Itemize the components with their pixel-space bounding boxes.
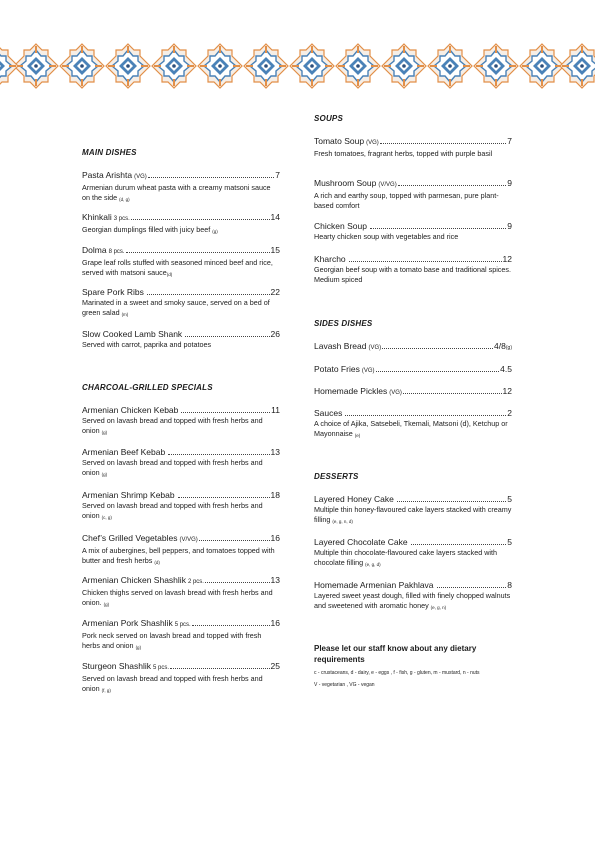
item-description (82, 631, 280, 653)
item-description (82, 416, 280, 438)
name: Armenian Chicken Kebab (82, 405, 179, 415)
item-description (314, 191, 512, 211)
item-title-line (82, 287, 280, 298)
price: 13 (270, 575, 280, 585)
item-title-line (82, 447, 280, 458)
item-title-line (82, 618, 280, 631)
price: 18 (270, 490, 280, 500)
allergens: (g) (212, 229, 218, 234)
dot-leader (382, 348, 493, 349)
menu-item (82, 329, 280, 352)
menu-item (314, 386, 512, 399)
item-title-line (314, 408, 512, 419)
dot-leader (131, 219, 270, 220)
item-title-line (314, 494, 512, 505)
menu-item (82, 212, 280, 237)
name: Spare Pork Ribs (82, 287, 144, 297)
item-description (82, 298, 280, 320)
item-description (314, 265, 512, 285)
item-title-line (82, 533, 280, 546)
tag: 2 pcs. (187, 579, 204, 585)
item-title-line (82, 661, 280, 674)
menu-item (82, 405, 280, 438)
price: 5 (507, 537, 512, 547)
desc: Served on lavash bread and topped with fresh herbs and onion (82, 458, 263, 477)
name: Armenian Shrimp Kebab (82, 490, 175, 500)
menu-item (82, 661, 280, 696)
desc: Grape leaf rolls stuffed with seasoned minced beef and rice, served with matsoni sauce (82, 258, 273, 277)
menu-item (82, 490, 280, 523)
name: Lavash Bread (314, 341, 367, 351)
dot-leader (178, 497, 270, 498)
item-description (82, 340, 280, 352)
menu-item (314, 254, 512, 285)
dot-leader (192, 625, 270, 626)
price: 4/8 (494, 341, 506, 351)
tag: 5 pcs. (153, 665, 170, 671)
tag: (V/VG) (179, 537, 198, 543)
dot-leader (181, 412, 270, 413)
price: 25 (270, 661, 280, 671)
allergens: (m) (121, 312, 129, 317)
allergens: (e, g, n) (430, 605, 447, 610)
desc: Served on lavash bread and topped with fresh herbs and onion (82, 416, 263, 435)
menu-item (82, 447, 280, 480)
allergens: (g) (101, 430, 108, 435)
item-description (82, 225, 280, 237)
price: 16 (270, 618, 280, 628)
item-title-line (82, 170, 280, 183)
dot-leader (398, 185, 507, 186)
allergens: (d, g) (119, 197, 130, 202)
psub: (g) (505, 345, 512, 351)
name: Homemade Pickles (314, 386, 388, 396)
menu-item (314, 408, 512, 441)
menu-item (314, 580, 512, 613)
desc: A mix of aubergines, bell peppers, and tomatoes topped with butter and fresh herbs (82, 546, 275, 565)
price: 9 (507, 178, 512, 188)
price: 8 (507, 580, 512, 590)
dot-leader (345, 415, 506, 416)
name: Mushroom Soup (314, 178, 377, 188)
item-description (82, 183, 280, 205)
item-title-line (314, 364, 512, 377)
tag: (VG) (389, 390, 402, 396)
item-description (82, 501, 280, 523)
name: Sturgeon Shashlik (82, 661, 151, 671)
item-title-line (82, 490, 280, 501)
allergens: (d) (166, 272, 173, 277)
name: Slow Cooked Lamb Shank (82, 329, 183, 339)
grilled-specials-title: CHARCOAL-GRILLED SPECIALS (82, 383, 213, 392)
allergens: (e, g, d) (365, 562, 381, 567)
desc: A rich and earthy soup, topped with parmesan, pure plant-based comfort (314, 191, 499, 210)
item-description (314, 149, 512, 159)
allergens: (g) (103, 602, 110, 607)
item-description (82, 458, 280, 480)
price: 12 (502, 254, 512, 264)
name: Potato Fries (314, 364, 360, 374)
desc: Served on lavash bread and topped with fresh herbs and onion (82, 501, 263, 520)
item-description (314, 419, 512, 441)
menu-item (314, 136, 512, 159)
name: Homemade Armenian Pakhlava (314, 580, 434, 590)
dot-leader (397, 501, 506, 502)
item-title-line (82, 405, 280, 416)
menu-item (314, 178, 512, 211)
item-title-line (314, 178, 512, 191)
name: Pasta Arishta (82, 170, 133, 180)
allergens: (c, g) (101, 515, 112, 520)
desc: Layered sweet yeast dough, filled with finely chopped walnuts and sweetened with aromatic honey (314, 591, 511, 610)
desc: Multiple thin honey-flavoured cake layers stacked with creamy filling (314, 505, 512, 524)
item-description (314, 591, 512, 613)
item-title-line (314, 254, 512, 265)
name: Kharcho (314, 254, 346, 264)
item-description (82, 674, 280, 696)
desc: Georgian beef soup with a tomato base and traditional spices. Medium spiced (314, 265, 511, 284)
item-title-line (314, 386, 512, 399)
menu-item (314, 537, 512, 570)
allergens: (e) (354, 433, 361, 438)
desc: A choice of Ajika, Satsebeli, Tkemali, Matsoni (d), Ketchup or Mayonnaise (314, 419, 508, 438)
item-description (314, 232, 512, 242)
desc: Fresh tomatoes, fragrant herbs, topped with purple basil (314, 149, 493, 158)
menu-item (82, 170, 280, 205)
dot-leader (437, 587, 507, 588)
price: 2 (507, 408, 512, 418)
dot-leader (349, 261, 502, 262)
name: Tomato Soup (314, 136, 365, 146)
desc: Multiple thin chocolate-flavoured cake layers stacked with chocolate filling (314, 548, 497, 567)
name: Chicken Soup (314, 221, 367, 231)
price: 7 (275, 170, 280, 180)
name: Armenian Chicken Shashlik (82, 575, 186, 585)
item-title-line (314, 341, 512, 354)
name: Sauces (314, 408, 343, 418)
menu-item (82, 618, 280, 653)
tag: (VG) (368, 345, 382, 351)
menu-item (314, 341, 512, 354)
item-title-line (314, 136, 512, 149)
desc: Pork neck served on lavash bread and topped with fresh herbs and onion (82, 631, 262, 650)
allergens: (g) (135, 645, 142, 650)
dot-leader (147, 294, 270, 295)
item-description (82, 258, 280, 280)
tag: (VG) (361, 368, 375, 374)
item-title-line (82, 575, 280, 588)
price: 15 (270, 245, 280, 255)
dot-leader (148, 177, 275, 178)
desserts-title: DESSERTS (314, 472, 359, 481)
dot-leader (205, 582, 270, 583)
allergens: (e, g, n, d) (332, 519, 353, 524)
dietary-note-title: Please let our staff know about any dietary requirements (314, 644, 477, 664)
item-title-line (314, 580, 512, 591)
tag: (V/VG) (378, 182, 397, 188)
dot-leader (170, 668, 270, 669)
name: Armenian Beef Kebab (82, 447, 166, 457)
item-title-line (314, 537, 512, 548)
dot-leader (376, 371, 500, 372)
item-description (82, 546, 280, 568)
item-title-line (314, 221, 512, 232)
desc: Marinated in a sweet and smoky sauce, served on a bed of green salad (82, 298, 270, 317)
tag: 5 pcs. (174, 622, 191, 628)
dot-leader (411, 544, 507, 545)
name: Chef’s Grilled Vegetables (82, 533, 178, 543)
dot-leader (126, 252, 270, 253)
price: 22 (270, 287, 280, 297)
price: 7 (507, 136, 512, 146)
dot-leader (403, 393, 502, 394)
item-description (82, 588, 280, 610)
allergen-legend: c - crustaceans, d - dairy, e - eggs , f - fish, g - gluten, m - mustard, n - nuts (314, 670, 480, 676)
name: Layered Chocolate Cake (314, 537, 408, 547)
allergens: (g) (101, 472, 108, 477)
price: 12 (502, 386, 512, 396)
menu-item (82, 287, 280, 320)
soups-title: SOUPS (314, 114, 344, 123)
dot-leader (168, 454, 269, 455)
menu-item (314, 494, 512, 527)
price: 4.5 (500, 364, 512, 374)
menu-item (314, 221, 512, 242)
menu-item (82, 533, 280, 568)
dot-leader (380, 143, 507, 144)
price: 5 (507, 494, 512, 504)
main-dishes-title: MAIN DISHES (82, 148, 137, 157)
item-description (314, 548, 512, 570)
price: 14 (270, 212, 280, 222)
allergens: (f, g) (101, 688, 111, 693)
price: 11 (271, 405, 280, 415)
desc: Hearty chicken soup with vegetables and rice (314, 232, 459, 241)
name: Khinkali (82, 212, 112, 222)
tag: (VG) (134, 174, 147, 180)
desc: Armenian durum wheat pasta with a creamy matsoni sauce on the side (82, 183, 271, 202)
price: 16 (270, 533, 280, 543)
decorative-tile-border (0, 40, 595, 92)
dot-leader (370, 228, 506, 229)
price: 13 (270, 447, 280, 457)
item-title-line (82, 212, 280, 225)
item-title-line (82, 329, 280, 340)
allergens: (d) (154, 560, 160, 565)
menu-item (314, 364, 512, 377)
menu-item (82, 245, 280, 280)
tag: 8 pcs. (108, 249, 125, 255)
desc: Georgian dumplings filled with juicy beef (82, 225, 211, 234)
item-title-line (82, 245, 280, 258)
name: Armenian Pork Shashlik (82, 618, 173, 628)
sides-title: SIDES DISHES (314, 319, 373, 328)
desc: Served on lavash bread and topped with fresh herbs and onion (82, 674, 263, 693)
item-description (314, 505, 512, 527)
name: Layered Honey Cake (314, 494, 394, 504)
menu-item (82, 575, 280, 610)
tag: 3 pcs. (113, 216, 130, 222)
name: Dolma (82, 245, 107, 255)
price: 9 (507, 221, 512, 231)
dot-leader (199, 540, 270, 541)
dot-leader (185, 336, 269, 337)
price: 26 (270, 329, 280, 339)
diet-legend: V - vegetarian , VG - vegan (314, 682, 375, 688)
desc: Served with carrot, paprika and potatoes (82, 340, 212, 349)
desc: Chicken thighs served on lavash bread with fresh herbs and onion. (82, 588, 273, 607)
tag: (VG) (366, 140, 379, 146)
